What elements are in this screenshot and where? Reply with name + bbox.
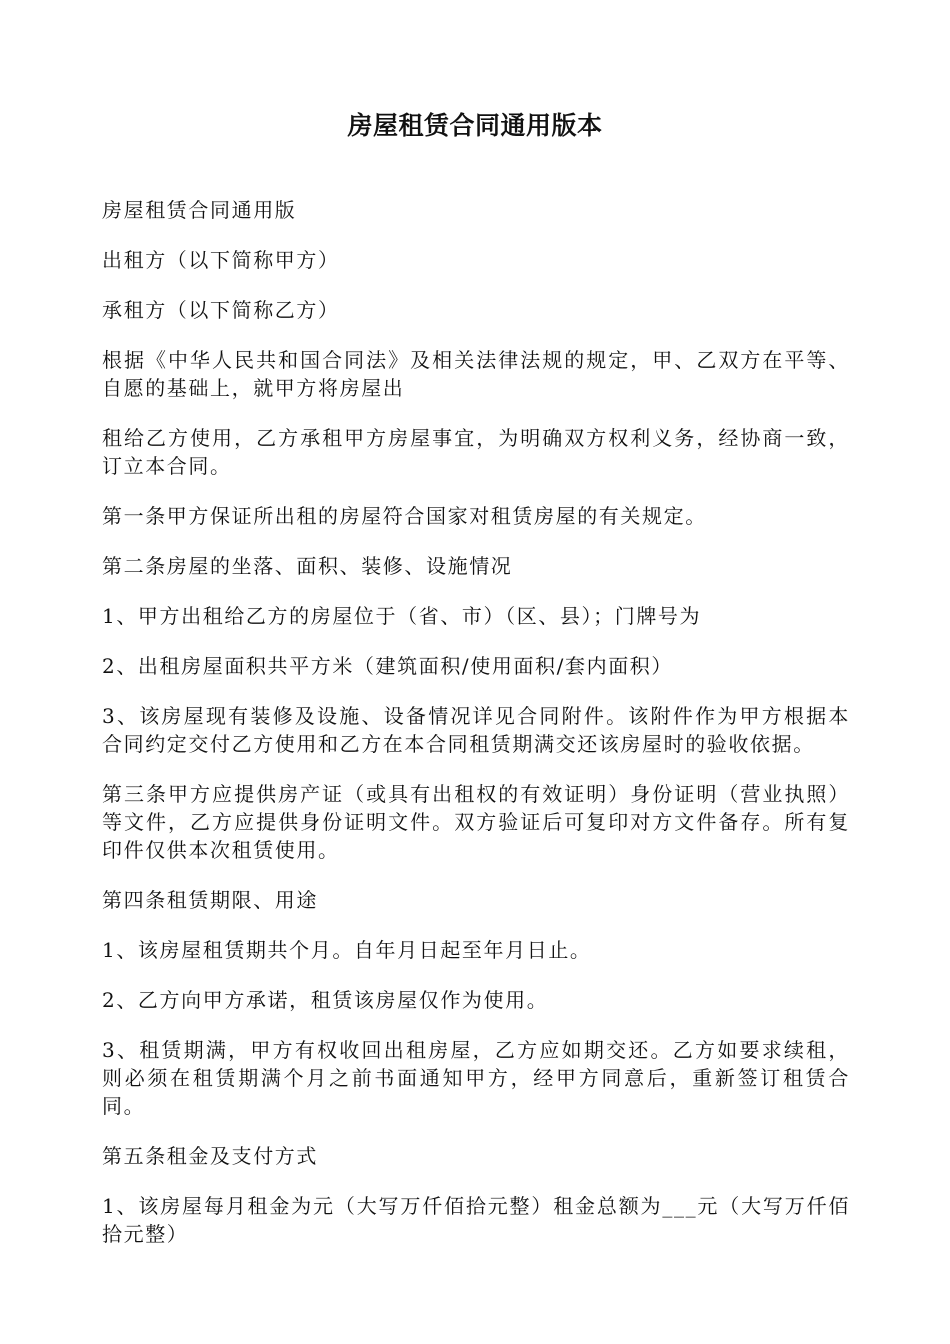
paragraph-article-4-item-3: 3、租赁期满，甲方有权收回出租房屋，乙方应如期交还。乙方如要求续租，则必须在租赁期满个月之前书面通知甲方，经甲方同意后，重新签订租赁合同。 xyxy=(102,1038,850,1118)
paragraph-article-1: 第一条甲方保证所出租的房屋符合国家对租赁房屋的有关规定。 xyxy=(102,504,707,528)
paragraph-article-3: 第三条甲方应提供房产证（或具有出租权的有效证明）身份证明（营业执照）等文件，乙方应提供身份证明文件。双方验证后可复印对方文件备存。所有复印件仅供本次租赁使用。 xyxy=(102,782,850,862)
paragraph-article-2-item-3: 3、该房屋现有装修及设施、设备情况详见合同附件。该附件作为甲方根据本合同约定交付乙方使用和乙方在本合同租赁期满交还该房屋时的验收依据。 xyxy=(102,704,850,756)
paragraph-preamble-2: 租给乙方使用，乙方承租甲方房屋事宜，为明确双方权利义务，经协商一致，订立本合同。 xyxy=(102,426,850,478)
paragraph-article-4-heading: 第四条租赁期限、用途 xyxy=(102,888,318,912)
paragraph-doc-name: 房屋租赁合同通用版 xyxy=(102,198,297,222)
paragraph-article-4-item-2: 2、乙方向甲方承诺，租赁该房屋仅作为使用。 xyxy=(102,988,549,1012)
document-body xyxy=(102,196,850,1270)
paragraph-article-2-item-2: 2、出租房屋面积共平方米（建筑面积/使用面积/套内面积） xyxy=(102,654,674,678)
paragraph-article-2-item-1: 1、甲方出租给乙方的房屋位于（省、市）（区、县）；门牌号为 xyxy=(102,604,702,628)
paragraph-lessee: 承租方（以下简称乙方） xyxy=(102,298,340,322)
paragraph-article-5-heading: 第五条租金及支付方式 xyxy=(102,1144,318,1168)
paragraph-lessor: 出租方（以下简称甲方） xyxy=(102,248,340,272)
document-title: 房屋租赁合同通用版本 xyxy=(347,111,603,140)
paragraph-article-4-item-1: 1、该房屋租赁期共个月。自年月日起至年月日止。 xyxy=(102,938,592,962)
paragraph-preamble-1: 根据《中华人民共和国合同法》及相关法律法规的规定，甲、乙双方在平等、自愿的基础上，就甲方将房屋出 xyxy=(102,348,850,400)
paragraph-article-2-heading: 第二条房屋的坐落、面积、装修、设施情况 xyxy=(102,554,513,578)
paragraph-article-5-item-1: 1、该房屋每月租金为元（大写万仟佰拾元整）租金总额为___元（大写万仟佰拾元整） xyxy=(102,1194,850,1246)
